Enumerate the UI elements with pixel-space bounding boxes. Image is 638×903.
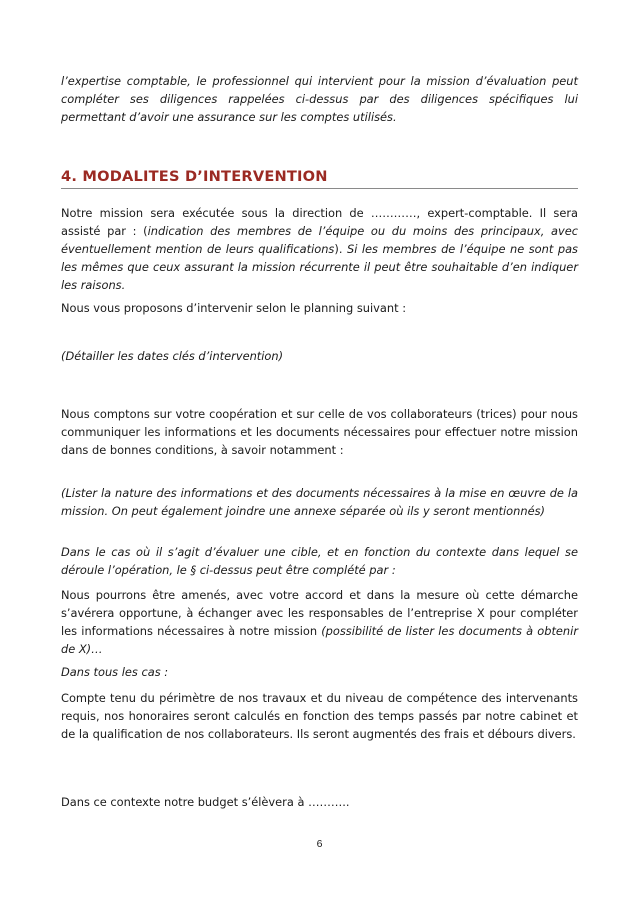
section-divider bbox=[61, 188, 578, 189]
exchange-text-a: Nous pourrons être amenés, avec votre accord et dans la mesure où cette démarche s’avérera opportune, à échanger avec les responsables de l’entreprise X pour compléter les informations nécessaires à notre mission bbox=[61, 588, 578, 638]
planning-paragraph: Nous vous proposons d’intervenir selon le planning suivant : bbox=[61, 301, 407, 315]
fees-paragraph-block bbox=[61, 689, 578, 743]
budget-paragraph: Dans ce contexte notre budget s’élèvera à ……….. bbox=[61, 795, 350, 809]
exchange-paragraph-block bbox=[61, 586, 578, 658]
section-heading: 4. MODALITES D’INTERVENTION bbox=[61, 168, 328, 185]
intro-paragraph: l’expertise comptable, le professionnel qui intervient pour la mission d’évaluation peut compléter ses diligences rappelées ci-dessus par des diligences spécifiques lui permettant d’avoir une assurance sur les comptes utilisés. bbox=[61, 74, 578, 124]
budget-paragraph-block bbox=[61, 793, 578, 811]
target-paragraph-block bbox=[61, 543, 578, 579]
list-documents-paragraph-block bbox=[61, 484, 578, 520]
page-number: 6 bbox=[316, 838, 323, 850]
cooperation-paragraph: Nous comptons sur votre coopération et sur celle de vos collaborateurs (trices) pour nous communiquer les informations et les documents nécessaires pour effectuer notre mission dans de bonnes conditions, à savoir notamment : bbox=[61, 407, 578, 457]
fees-paragraph: Compte tenu du périmètre de nos travaux et du niveau de compétence des intervenants requis, nos honoraires seront calculés en fonction des temps passés par notre cabinet et de la qualification de nos collaborateurs. Ils seront augmentés des frais et débours divers. bbox=[61, 691, 578, 741]
all-cases-paragraph-block bbox=[61, 663, 578, 681]
target-paragraph: Dans le cas où il s’agit d’évaluer une cible, et en fonction du contexte dans lequel se déroule l’opération, le § ci-dessus peut être complété par : bbox=[61, 545, 578, 577]
exchange-paragraph bbox=[61, 586, 578, 658]
list-documents-paragraph: (Lister la nature des informations et des documents nécessaires à la mise en œuvre de la mission. On peut également joindre une annexe séparée où ils y seront mentionnés) bbox=[61, 486, 578, 518]
direction-text-c: ). bbox=[334, 242, 347, 256]
cooperation-paragraph-block bbox=[61, 405, 578, 459]
intro-paragraph-block bbox=[61, 72, 578, 126]
planning-paragraph-block bbox=[61, 299, 578, 317]
dates-paragraph-block bbox=[61, 347, 578, 365]
direction-text-d: Si les membres de l’équipe ne sont pas les mêmes que ceux assurant la mission récurrente il peut être souhaitable d’en indiquer les raisons. bbox=[61, 242, 578, 292]
direction-paragraph bbox=[61, 204, 578, 294]
exchange-text-b: (possibilité de lister les documents à obtenir de X)… bbox=[61, 624, 578, 656]
dates-paragraph: (Détailler les dates clés d’intervention) bbox=[61, 349, 284, 363]
direction-text-a: Notre mission sera exécutée sous la direction de …………, expert-comptable. Il sera assisté par : ( bbox=[61, 206, 578, 238]
direction-text-b: indication des membres de l’équipe ou du moins des principaux, avec éventuellement mention de leurs qualifications bbox=[61, 224, 578, 256]
direction-paragraph-block bbox=[61, 204, 578, 294]
all-cases-paragraph: Dans tous les cas : bbox=[61, 665, 169, 679]
